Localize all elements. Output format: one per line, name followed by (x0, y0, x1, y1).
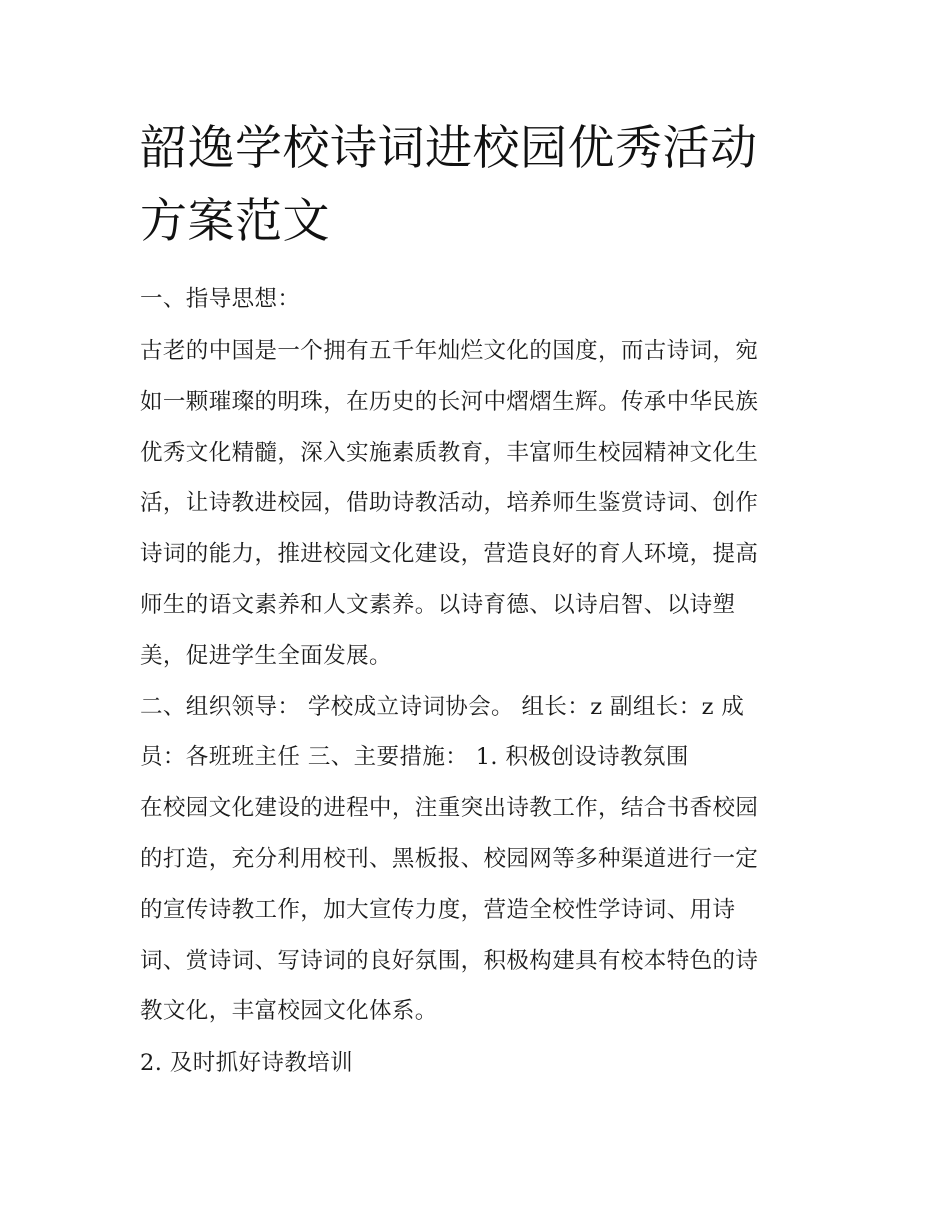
body-text-line: 如一颗璀璨的明珠，在历史的长河中熠熠生辉。传承中华民族 (140, 389, 759, 415)
section-heading-guiding-thought: 一、指导思想： (140, 286, 301, 312)
body-text-line: 的宣传诗教工作，加大宣传力度，营造全校性学诗词、用诗 (140, 897, 736, 923)
title-line-1: 韶逸学校诗词进校园优秀活动 (140, 121, 758, 176)
body-text-line: 诗词的能力，推进校园文化建设，营造良好的育人环境，提高 (140, 541, 759, 567)
body-text-line: 古老的中国是一个拥有五千年灿烂文化的国度，而古诗词，宛 (140, 338, 759, 364)
body-text-line: 的打造，充分利用校刊、黑板报、校园网等多种渠道进行一定 (140, 846, 759, 872)
body-text-line: 员：各班班主任 三、主要措施： 1. 积极创设诗教氛围 (140, 744, 689, 770)
subsection-heading-training: 2. 及时抓好诗教培训 (140, 1050, 354, 1076)
section-heading-organization: 二、组织领导： 学校成立诗词协会。 组长：z 副组长：z 成 (140, 694, 745, 720)
body-text-line: 在校园文化建设的进程中，注重突出诗教工作，结合书香校园 (140, 795, 759, 821)
body-text-line: 美，促进学生全面发展。 (140, 643, 392, 669)
body-text-line: 活，让诗教进校园，借助诗教活动，培养师生鉴赏诗词、创作 (140, 490, 759, 516)
title-line-2: 方案范文 (140, 194, 330, 249)
body-text-line: 师生的语文素养和人文素养。以诗育德、以诗启智、以诗塑 (140, 592, 736, 618)
body-text-line: 教文化，丰富校园文化体系。 (140, 998, 438, 1024)
body-text-line: 词、赏诗词、写诗词的良好氛围，积极构建具有校本特色的诗 (140, 948, 759, 974)
body-text-line: 优秀文化精髓，深入实施素质教育，丰富师生校园精神文化生 (140, 440, 759, 466)
document-title (140, 112, 820, 258)
